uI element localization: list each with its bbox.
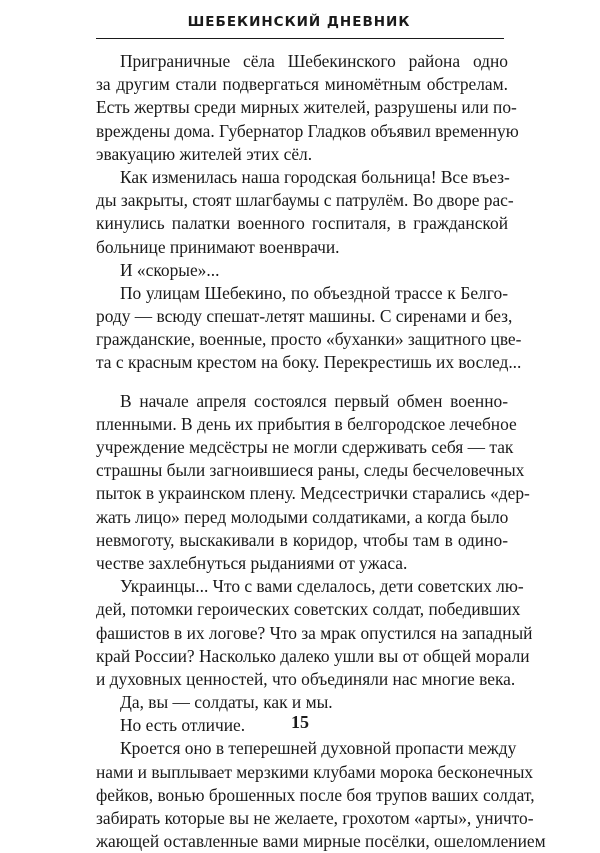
section-gap: [96, 375, 508, 390]
text-line: кинулись палатки военного госпиталя, в гражданской: [96, 213, 508, 234]
text-line: пленными. В день их прибытия в белгородское лечебное: [96, 413, 517, 434]
text-line: роду — всюду спешат-летят машины. С сиренами и без,: [96, 306, 513, 327]
text-line: фейков, вонью брошенных после боя трупов ваших солдат,: [96, 784, 535, 805]
text-line: фашистов в их логове? Что за мрак опустился на западный: [96, 622, 533, 643]
running-header: ШЕБЕКИНСКИЙ ДНЕВНИК: [187, 14, 411, 30]
text-line: Да, вы — солдаты, как и мы.: [120, 692, 333, 713]
header-rule: [96, 38, 504, 39]
text-line: ды закрыты, стоят шлагбаумы с патрулём. Во дворе рас-: [96, 190, 514, 211]
text-line: Кроется оно в теперешней духовной пропасти между: [120, 738, 517, 759]
page-number: 15: [291, 712, 309, 732]
text-line: гражданские, военные, просто «буханки» защитного цве-: [96, 329, 522, 350]
text-line: больнице принимают военврачи.: [96, 236, 340, 257]
text-line: страшны были загноившиеся раны, следы бесчеловечных: [96, 460, 525, 481]
text-line: В начале апреля состоялся первый обмен военно-: [120, 390, 508, 411]
text-line: Но есть отличие.: [120, 715, 246, 736]
text-line: та с красным крестом на боку. Перекрестишь их вослед...: [96, 352, 522, 373]
text-line: за другим стали подвергаться миномётным обстрелам.: [96, 74, 508, 95]
text-line: честве захлебнуться рыданиями от ужаса.: [96, 552, 408, 573]
text-line: невмоготу, выскакивали в коридор, чтобы там в одино-: [96, 529, 508, 550]
text-line: нами и выплывает мерзкими клубами морока бесконечных: [96, 761, 534, 782]
text-line: дей, потомки героических советских солдат, победивших: [96, 599, 521, 620]
text-line: жающей оставленные вами мирные посёлки, ошеломлением: [96, 831, 546, 852]
text-line: учреждение медсёстры не могли сдерживать себя — так: [96, 437, 514, 457]
text-line: край России? Насколько далеко ушли вы от общей морали: [96, 645, 530, 666]
text-line: Приграничные сёла Шебекинского района одно: [120, 51, 508, 71]
text-line: и духовных ценностей, что объединяли нас многие века.: [96, 668, 516, 689]
text-line: Как изменилась наша городская больница! Все въез-: [120, 166, 510, 187]
text-line: вреждены дома. Губернатор Гладков объявил временную: [96, 120, 519, 141]
text-line: жать лицо» перед молодыми солдатиками, а когда было: [96, 506, 509, 527]
text-line: забирать которые вы не желаете, грохотом «арты», уничто-: [96, 808, 534, 828]
text-line: Украинцы... Что с вами сделалось, дети советских лю-: [120, 576, 524, 597]
text-line: эвакуацию жителей этих сёл.: [96, 143, 313, 164]
text-line: Есть жертвы среди мирных жителей, разрушены или по-: [96, 97, 517, 118]
text-line: И «скорые»...: [120, 259, 220, 280]
text-line: По улицам Шебекино, по объездной трассе к Белго-: [120, 282, 508, 303]
text-line: пыток в украинском плену. Медсестрички старались «дер-: [96, 483, 530, 504]
